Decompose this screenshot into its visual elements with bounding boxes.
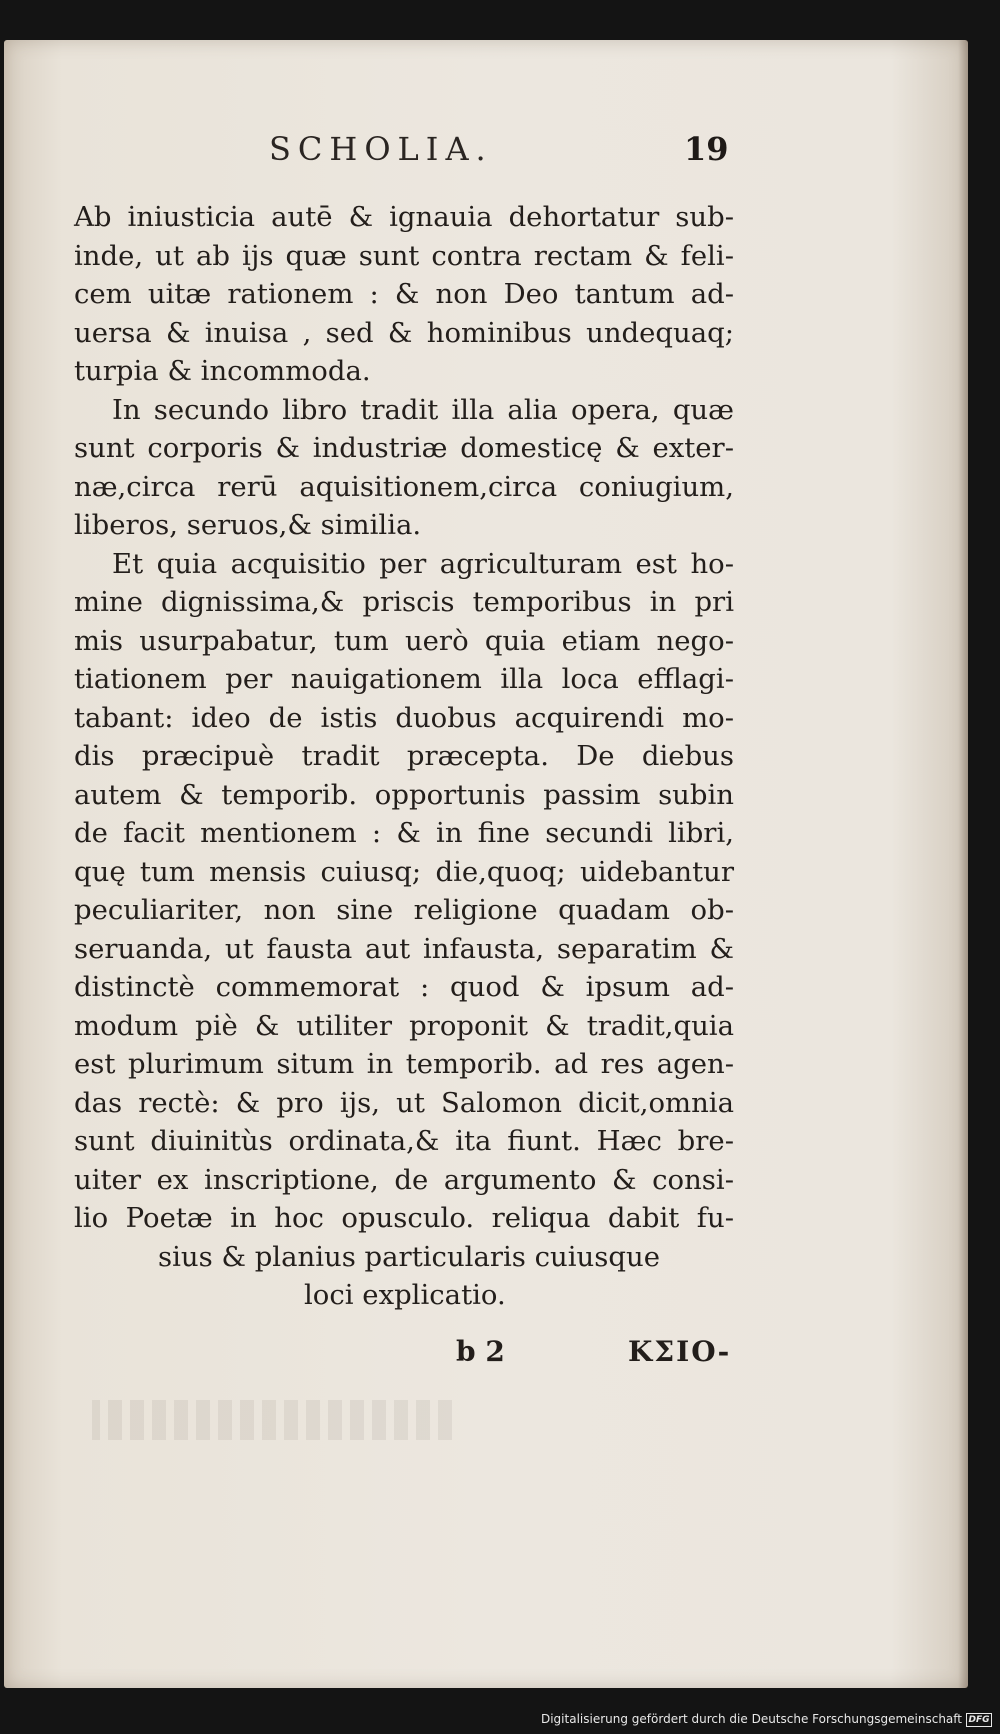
text-line: In secundo libro tradit illa alia opera, quæ	[112, 393, 734, 426]
text-line: das rectè: & pro ijs, ut Salomon dicit,omnia	[74, 1086, 734, 1119]
text-line: mis usurpabatur, tum uerò quia etiam nego-	[74, 624, 734, 657]
text-line: mine dignissima,& priscis temporibus in pri	[74, 586, 734, 618]
signature-mark: b 2	[456, 1335, 505, 1368]
text-line: tabant: ideo de istis duobus acquirendi mo-	[74, 701, 734, 734]
funding-credit: Digitalisierung gefördert durch die Deutsche Forschungsgemeinschaft	[540, 1712, 962, 1726]
text-line: dis præcipuè tradit præcepta. De diebus	[74, 740, 734, 772]
text-line: lio Poetæ in hoc opusculo. reliqua dabit fu-	[74, 1202, 734, 1234]
text-line: Ab iniusticia autē & ignauia dehortatur sub-	[74, 201, 734, 233]
running-head	[74, 130, 729, 180]
text-line: cem uitæ rationem : & non Deo tantum ad-	[74, 278, 734, 310]
text-line: de facit mentionem : & in fine secundi libri,	[74, 817, 734, 849]
text-line: peculiariter, non sine religione quadam ob-	[74, 894, 734, 926]
book-page	[4, 40, 968, 1688]
text-line: Et quia acquisitio per agriculturam est ho-	[112, 547, 734, 580]
text-line: næ,circa rerū aquisitionem,circa coniugium,	[74, 470, 734, 503]
show-through-text	[92, 1400, 452, 1440]
text-line: sunt corporis & industriæ domesticę & exter-	[74, 432, 734, 464]
text-line: uiter ex inscriptione, de argumento & consi-	[74, 1163, 734, 1196]
catchword: ΚΣΙΟ-	[628, 1335, 732, 1368]
text-line: seruanda, ut fausta aut infausta, separatim &	[74, 932, 734, 965]
text-line: uersa & inuisa , sed & hominibus undequaq;	[74, 316, 734, 349]
text-line: turpia & incommoda.	[74, 355, 371, 387]
text-line: sunt diuinitùs ordinata,& ita fiunt. Hæc bre-	[74, 1125, 734, 1157]
text-line: est plurimum situm in temporib. ad res agen-	[74, 1048, 734, 1080]
text-line: inde, ut ab ijs quæ sunt contra rectam & feli-	[74, 239, 734, 272]
text-line: loci explicatio.	[304, 1279, 506, 1311]
text-line: autem & temporib. opportunis passim subin	[74, 778, 734, 811]
digitization-footer	[0, 1706, 1000, 1734]
text-line: tiationem per nauigationem illa loca efflagi-	[74, 663, 734, 695]
body-text	[74, 198, 734, 1315]
page-number: 19	[684, 130, 729, 168]
running-title: SCHOLIA.	[269, 130, 493, 168]
text-line: liberos, seruos,& similia.	[74, 509, 422, 541]
dfg-logo: DFG	[966, 1713, 992, 1727]
text-line: modum piè & utiliter proponit & tradit,quia	[74, 1009, 734, 1042]
text-line: quę tum mensis cuiusq; die,quoq; uidebantur	[74, 855, 734, 888]
text-line: distinctè commemorat : quod & ipsum ad-	[74, 971, 734, 1003]
text-line: sius & planius particularis cuiusque	[158, 1240, 660, 1273]
